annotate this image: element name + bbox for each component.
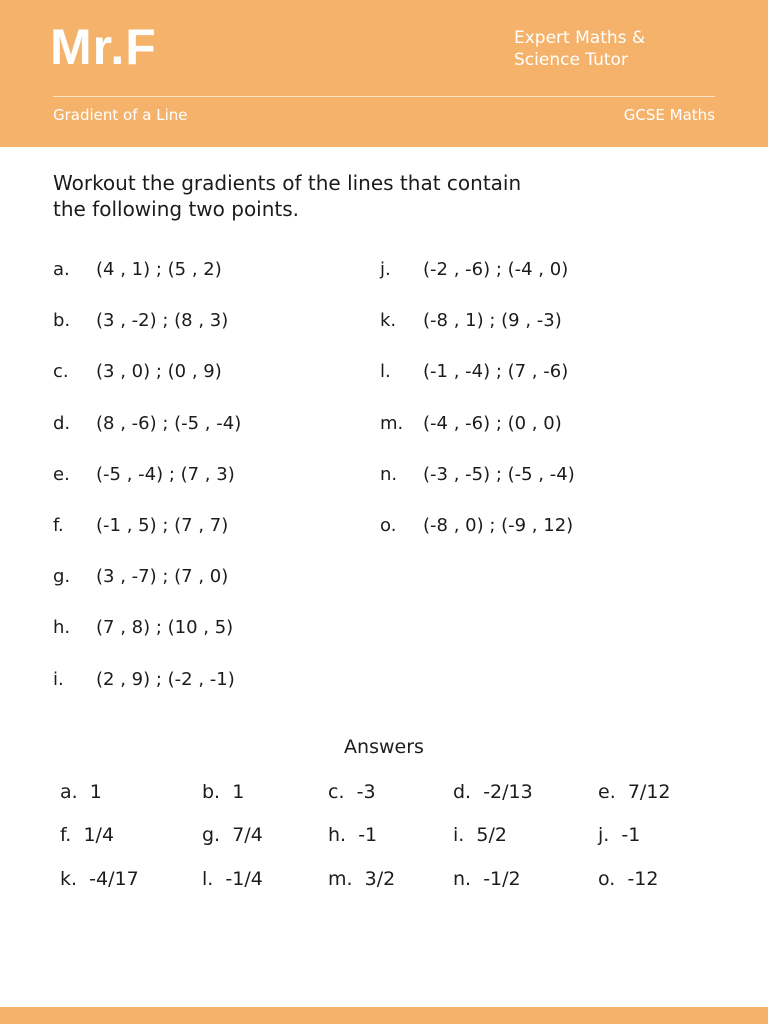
answer-label: a. <box>60 781 78 803</box>
question-label: m. <box>380 412 404 434</box>
answer-label: b. <box>202 781 221 803</box>
answer-value: -1 <box>358 824 378 846</box>
answer-label: f. <box>60 824 72 846</box>
answer-label: k. <box>60 868 78 890</box>
question-label: l. <box>380 361 391 383</box>
answer-label: l. <box>202 868 214 890</box>
footer-bar <box>0 1007 768 1024</box>
answer-item <box>453 780 533 804</box>
question-label: c. <box>53 361 69 383</box>
question-item <box>53 258 222 282</box>
answer-label: o. <box>598 868 616 890</box>
question-points: (-8 , 1) ; (9 , -3) <box>423 310 562 332</box>
question-points: (3 , 0) ; (0 , 9) <box>96 361 222 383</box>
question-label: a. <box>53 259 70 280</box>
tagline <box>514 27 714 71</box>
question-label: b. <box>53 310 71 332</box>
question-points: (-2 , -6) ; (-4 , 0) <box>423 259 569 280</box>
question-item <box>53 668 235 692</box>
answer-label: g. <box>202 824 221 846</box>
topic-title: Gradient of a Line <box>53 106 188 124</box>
question-points: (4 , 1) ; (5 , 2) <box>96 259 222 280</box>
question-points: (2 , 9) ; (-2 , -1) <box>96 668 235 690</box>
question-label: h. <box>53 617 71 639</box>
course-name: GCSE Maths <box>623 106 715 124</box>
answer-label: h. <box>328 824 347 846</box>
question-points: (7 , 8) ; (10 , 5) <box>96 617 234 639</box>
question-points: (3 , -2) ; (8 , 3) <box>96 310 229 332</box>
answer-item <box>202 867 263 891</box>
question-points: (-1 , 5) ; (7 , 7) <box>96 515 229 536</box>
answers-heading: Answers <box>344 736 424 758</box>
answer-item <box>328 780 376 804</box>
question-item <box>380 258 568 282</box>
answer-value: 7/4 <box>232 824 263 846</box>
answer-item <box>328 867 395 891</box>
instructions <box>53 170 713 222</box>
answer-value: 1 <box>89 781 102 803</box>
question-label: o. <box>380 515 397 536</box>
question-label: k. <box>380 310 397 332</box>
question-item <box>53 616 233 640</box>
question-points: (-5 , -4) ; (7 , 3) <box>96 463 235 485</box>
answer-label: i. <box>453 824 465 846</box>
tagline-line-2: Science Tutor <box>514 50 628 70</box>
question-label: e. <box>53 463 70 485</box>
answer-item <box>60 780 102 804</box>
question-label: f. <box>53 515 64 536</box>
instructions-line-1: Workout the gradients of the lines that contain <box>53 171 522 195</box>
answer-value: -3 <box>356 781 376 803</box>
answer-value: -12 <box>627 868 659 890</box>
answer-label: n. <box>453 868 472 890</box>
question-item <box>380 360 568 384</box>
header-banner <box>0 0 768 147</box>
answer-value: -4/17 <box>89 868 139 890</box>
brand-logo: Mr.F <box>50 19 157 75</box>
header-divider <box>53 96 715 97</box>
answer-item <box>598 823 640 847</box>
question-item <box>380 309 562 333</box>
answer-item <box>453 867 521 891</box>
question-points: (8 , -6) ; (-5 , -4) <box>96 412 242 434</box>
answer-item <box>60 867 139 891</box>
question-item <box>53 309 228 333</box>
question-label: d. <box>53 412 71 434</box>
question-label: g. <box>53 566 71 588</box>
question-points: (-3 , -5) ; (-5 , -4) <box>423 463 575 485</box>
question-item <box>380 412 562 436</box>
question-item <box>53 360 222 384</box>
answer-item <box>598 867 658 891</box>
answer-value: 5/2 <box>476 824 507 846</box>
answer-label: j. <box>598 824 610 846</box>
answer-item <box>598 780 671 804</box>
question-label: j. <box>380 259 391 280</box>
answer-value: -1/4 <box>225 868 263 890</box>
answer-item <box>202 780 244 804</box>
answer-label: d. <box>453 781 472 803</box>
answer-value: -1/2 <box>483 868 521 890</box>
answer-value: 7/12 <box>627 781 671 803</box>
question-item <box>53 514 228 538</box>
question-item <box>380 463 575 487</box>
question-item <box>53 565 228 589</box>
question-label: n. <box>380 463 398 485</box>
tagline-line-1: Expert Maths & <box>514 28 646 48</box>
question-item <box>53 412 241 436</box>
question-points: (3 , -7) ; (7 , 0) <box>96 566 229 588</box>
question-label: i. <box>53 668 64 690</box>
answer-value: 1/4 <box>83 824 115 846</box>
answer-value: 1 <box>232 781 245 803</box>
answer-item <box>328 823 377 847</box>
answer-item <box>453 823 507 847</box>
question-item <box>53 463 235 487</box>
answer-value: 3/2 <box>364 868 396 890</box>
question-points: (-1 , -4) ; (7 , -6) <box>423 361 569 383</box>
answer-label: e. <box>598 781 616 803</box>
instructions-line-2: the following two points. <box>53 197 300 221</box>
answer-label: c. <box>328 781 345 803</box>
answer-value: -2/13 <box>483 781 533 803</box>
question-item <box>380 514 573 538</box>
answer-label: m. <box>328 868 353 890</box>
answer-item <box>202 823 263 847</box>
answer-value: -1 <box>621 824 641 846</box>
question-points: (-4 , -6) ; (0 , 0) <box>423 412 562 434</box>
question-points: (-8 , 0) ; (-9 , 12) <box>423 515 574 536</box>
answer-item <box>60 823 114 847</box>
